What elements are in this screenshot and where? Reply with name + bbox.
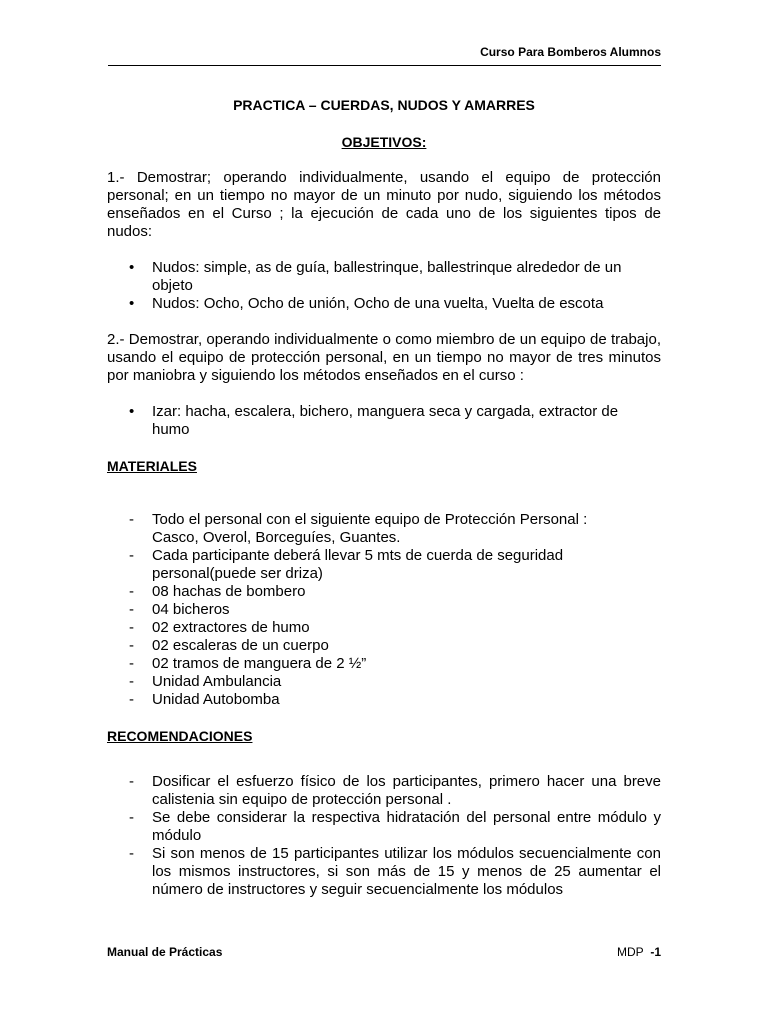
list-item-text: Dosificar el esfuerzo físico de los participantes, primero hacer una breve calistenia sin equipo de protección personal . [152, 773, 661, 808]
running-header: Curso Para Bomberos Alumnos [480, 45, 661, 59]
dash-icon: - [129, 673, 134, 690]
dash-icon: - [129, 511, 134, 528]
list-item [107, 845, 661, 899]
list-item-text: Nudos: Ocho, Ocho de unión, Ocho de una vuelta, Vuelta de escota [152, 295, 604, 312]
list-item [107, 403, 661, 439]
list-item-text: 04 bicheros [152, 601, 230, 618]
footer-page-number [617, 945, 661, 959]
page-number: -1 [650, 945, 661, 959]
list-item-text: Se debe considerar la respectiva hidratación del personal entre módulo y módulo [152, 809, 661, 844]
list-item [107, 295, 661, 313]
dash-icon: - [129, 845, 134, 862]
page-title: PRACTICA – CUERDAS, NUDOS Y AMARRES [233, 97, 535, 113]
list-item-text: Si son menos de 15 participantes utilizar los módulos secuencialmente con los mismos instructores, si son más de 15 y menos de 25 aumentar el número de instructores y seguir secuencialmente los módulos [152, 845, 661, 898]
list-item-text: Cada participante deberá llevar 5 mts de cuerda de seguridad personal(puede ser driza) [152, 547, 564, 582]
list-item-text: Nudos: simple, as de guía, ballestrinque, ballestrinque alrededor de un objeto [152, 259, 622, 294]
list-item-text: Unidad Autobomba [152, 691, 280, 708]
dash-icon: - [129, 637, 134, 654]
list-item-text: 02 escaleras de un cuerpo [152, 637, 329, 654]
footer-code: MDP [616, 945, 644, 959]
dash-icon: - [129, 655, 134, 672]
list-item-text: Todo el personal con el siguiente equipo de Protección Personal : Casco, Overol, Borceguíes, Guantes. [152, 511, 588, 546]
list-item [107, 773, 661, 809]
objective-2-list [107, 403, 661, 439]
list-item-text: Izar: hacha, escalera, bichero, manguera seca y cargada, extractor de humo [152, 403, 619, 438]
dash-icon: - [129, 547, 134, 564]
list-item [107, 511, 661, 547]
list-item [107, 619, 661, 637]
list-item [107, 583, 661, 601]
list-item [107, 673, 661, 691]
footer-manual-title: Manual de Prácticas [107, 945, 223, 959]
list-item [107, 547, 661, 583]
list-item-text: 08 hachas de bombero [152, 583, 306, 600]
dash-icon: - [129, 809, 134, 826]
bullet-icon: • [129, 403, 135, 420]
list-item-text: Unidad Ambulancia [152, 673, 282, 690]
recommendations-heading: RECOMENDACIONES [107, 728, 253, 744]
materials-list [107, 511, 661, 709]
list-item [107, 637, 661, 655]
dash-icon: - [129, 619, 134, 636]
list-item [107, 809, 661, 845]
recommendations-list [107, 773, 661, 899]
objectives-heading: OBJETIVOS: [341, 134, 427, 150]
bullet-icon: • [129, 259, 135, 276]
bullet-icon: • [129, 295, 135, 312]
materials-heading: MATERIALES [107, 458, 197, 474]
dash-icon: - [129, 601, 134, 618]
dash-icon: - [129, 691, 134, 708]
objective-2-text: 2.- Demostrar, operando individualmente o como miembro de un equipo de trabajo, usando el equipo de protección personal, en un tiempo no mayor de tres minutos por maniobra y siguiendo los métodos enseñados en el curso : [107, 331, 661, 384]
header-divider [108, 65, 661, 66]
dash-icon: - [129, 583, 134, 600]
objective-1-list [107, 259, 661, 313]
list-item [107, 691, 661, 709]
objective-1-text: 1.- Demostrar; operando individualmente, usando el equipo de protección personal; en un tiempo no mayor de un minuto por nudo, siguiendo los métodos enseñados en el Curso ; la ejecución de cada uno de los siguientes tipos de nudos: [107, 169, 661, 240]
list-item [107, 259, 661, 295]
list-item [107, 601, 661, 619]
list-item-text: 02 tramos de manguera de 2 ½” [152, 655, 367, 672]
page-body [107, 96, 661, 899]
list-item [107, 655, 661, 673]
list-item-text: 02 extractores de humo [152, 619, 310, 636]
dash-icon: - [129, 773, 134, 790]
